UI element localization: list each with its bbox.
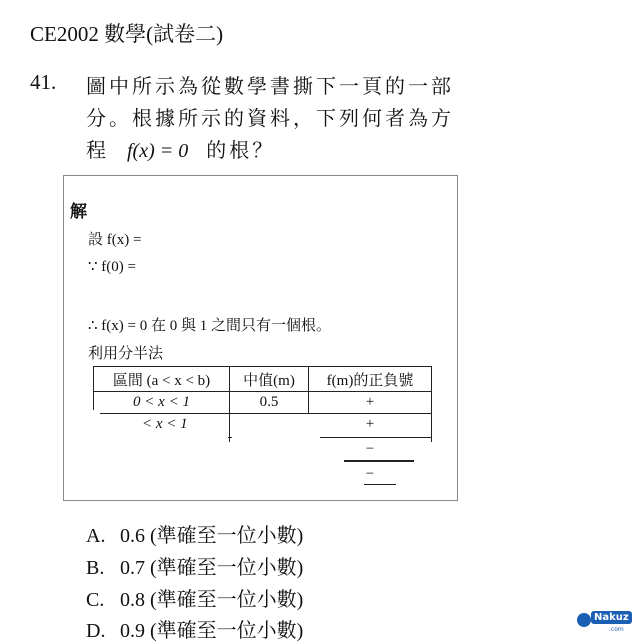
table-cell-sign: −: [365, 441, 375, 457]
option-label: B.: [86, 557, 105, 579]
solution-method: 利用分半法: [88, 346, 164, 362]
table-rule-row4: [364, 484, 396, 485]
table-rule-row3: [344, 460, 414, 462]
question-number: 41.: [30, 70, 57, 94]
option-a[interactable]: [86, 519, 303, 548]
table-cell-sign: +: [365, 416, 375, 432]
table-border-right: [431, 366, 432, 442]
table-rule-top: [93, 366, 432, 367]
option-text: 0.6 (準確至一位小數): [120, 525, 304, 547]
question-line-3: [86, 134, 275, 163]
question-line-3-suffix: 的根？: [206, 140, 276, 162]
paper-title: CE2002 數學(試卷二): [30, 22, 224, 46]
nakuz-logo: [577, 611, 629, 633]
option-d[interactable]: [86, 614, 303, 643]
nakuz-logo-text: Nakuz: [591, 611, 632, 624]
table-cell-sign: −: [365, 466, 375, 482]
question-line-2: 分。根據所示的資料，下列何者為方: [86, 108, 454, 130]
question-line-1: 圖中所示為從數學書撕下一頁的一部: [86, 76, 454, 98]
table-cell-sign: +: [365, 394, 375, 410]
question-line-3-prefix: 程: [86, 140, 109, 162]
table-cell-interval: < x < 1: [142, 416, 188, 432]
table-cell-interval: 0 < x < 1: [133, 394, 190, 410]
option-text: 0.8 (準確至一位小數): [120, 589, 304, 611]
table-border-left: [93, 366, 94, 410]
solution-therefore-line: ∴ f(x) = 0 在 0 與 1 之間只有一個根。: [88, 318, 331, 334]
table-header-sign: f(m)的正負號: [326, 373, 414, 389]
table-rule-row2: [320, 437, 432, 438]
table-header-interval: 區間 (a < x < b): [112, 373, 211, 389]
solution-heading: 解: [70, 202, 87, 221]
option-text: 0.9 (準確至一位小數): [120, 620, 304, 642]
question-equation: f(x) = 0: [127, 140, 189, 162]
table-rule-row1: [100, 413, 432, 414]
table-header-midpoint: 中值(m): [243, 373, 295, 389]
option-label: C.: [86, 589, 105, 611]
table-cell-midpoint: 0.5: [259, 394, 279, 410]
nakuz-logo-icon: [577, 613, 591, 627]
nakuz-logo-sub: .com: [609, 626, 624, 633]
option-text: 0.7 (準確至一位小數): [120, 557, 304, 579]
option-b[interactable]: [86, 551, 303, 580]
option-label: D.: [86, 620, 106, 642]
table-rule-header: [93, 391, 432, 392]
option-label: A.: [86, 525, 106, 547]
solution-let-line: 設 f(x) =: [88, 232, 142, 248]
option-c[interactable]: [86, 583, 303, 612]
solution-because-line: ∵ f(0) =: [88, 259, 136, 275]
